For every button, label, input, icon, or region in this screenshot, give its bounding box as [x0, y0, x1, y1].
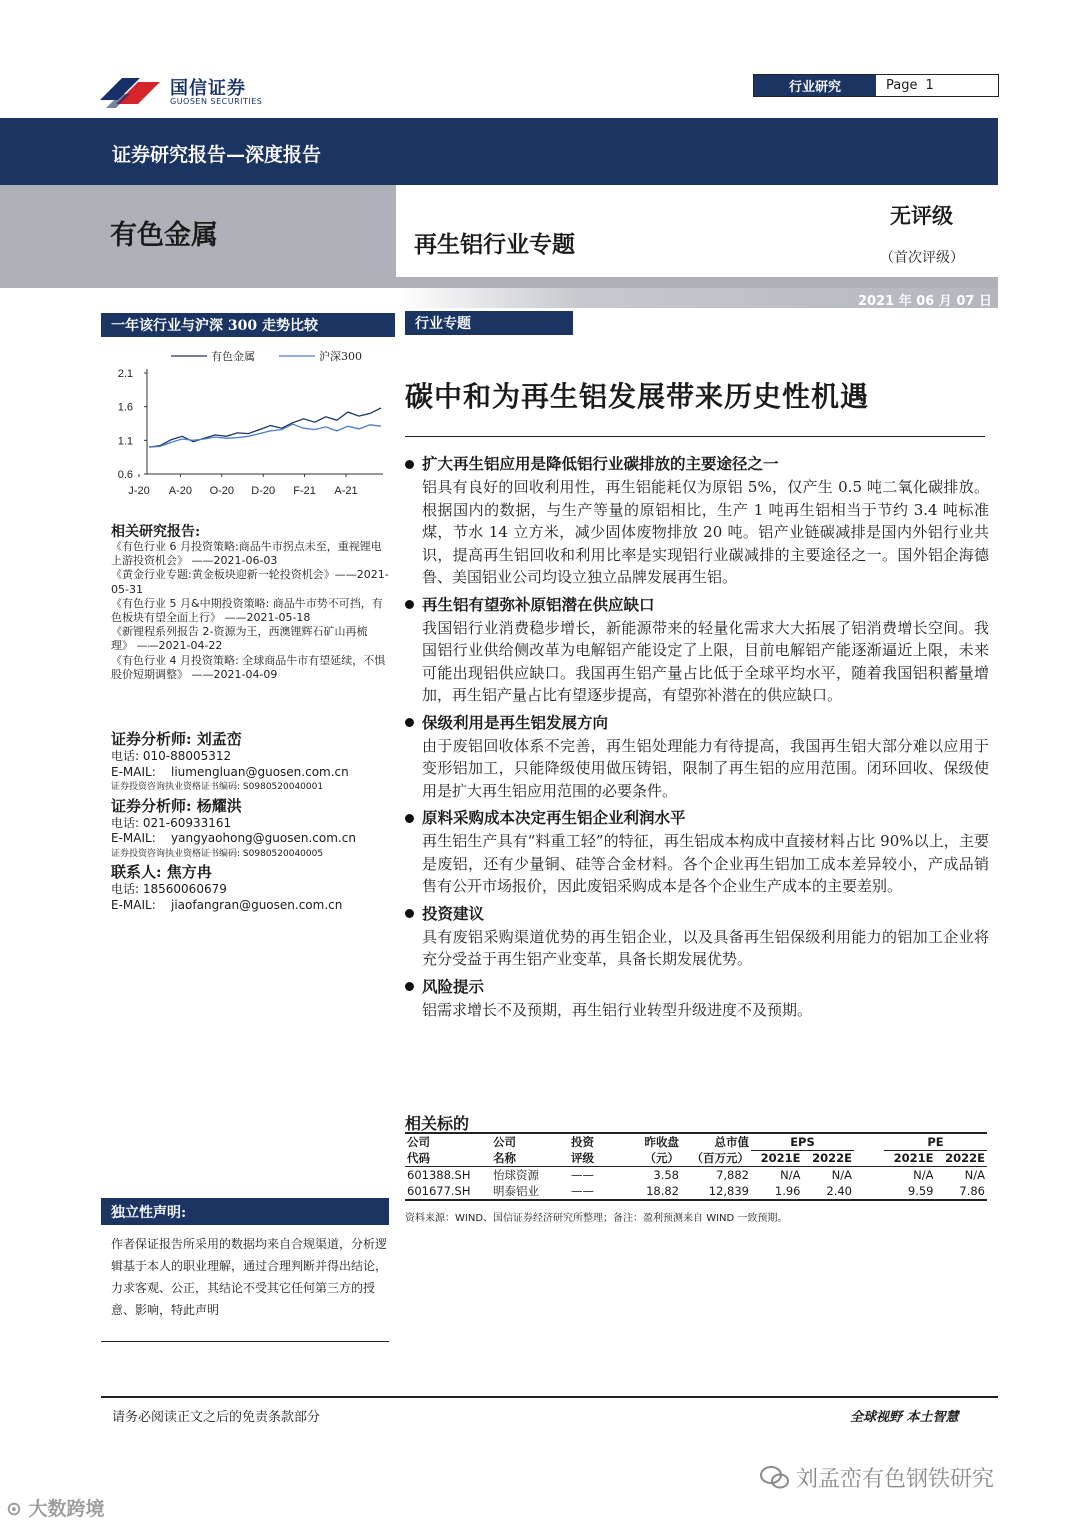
section-heading: 再生铝有望弥补原铝潜在供应缺口	[405, 593, 989, 617]
table-row: 601677.SH 明泰铝业 —— 18.82 12,839 1.96 2.40 9.59 7.86	[407, 1184, 985, 1198]
x-tick-label: A-21	[334, 485, 358, 497]
topic-title: 再生铝行业专题	[414, 231, 575, 258]
contact-name: 焦方冉	[166, 863, 212, 881]
analyst-block	[111, 729, 396, 913]
targets-title: 相关标的	[405, 1114, 470, 1133]
bullet-icon	[405, 460, 414, 469]
bullet-icon	[405, 909, 414, 918]
chart-section-title: 一年该行业与沪深 300 走势比较	[101, 313, 395, 337]
x-tick-label: F-21	[293, 485, 316, 497]
table-source-note: 资料来源：WIND、国信证券经济研究所整理；备注：盈利预测来自 WIND 一致预期。	[405, 1213, 788, 1224]
independence-text: 作者保证报告所采用的数据均来自合规渠道，分析逻辑基于本人的职业理解，通过合理判断并得出结论，力求客观、公正，其结论不受其它任何第三方的授意、影响，特此声明	[111, 1237, 388, 1317]
related-reports-title: 相关研究报告:	[111, 524, 201, 540]
divider	[405, 436, 985, 437]
disclaimer-notice: 请务必阅读正文之后的免责条款部分	[112, 1410, 321, 1425]
analyst-email: E-MAIL: liumengluan@guosen.com.cn	[111, 764, 349, 779]
bullet-icon	[405, 814, 414, 823]
guosen-logo-icon	[100, 72, 162, 112]
report-date: 2021 年 06 月 07 日	[858, 294, 992, 309]
independence-title: 独立性声明:	[101, 1198, 389, 1225]
analyst-name-line: 证券分析师: 刘孟峦	[111, 730, 242, 748]
analyst-name: 刘孟峦	[196, 730, 242, 748]
page-indicator	[753, 74, 999, 97]
page-label: Page	[886, 78, 918, 93]
bullet-icon	[405, 718, 414, 727]
related-report-item[interactable]: 《新锂程系列报告 2-资源为王，西澳锂辉石矿山再梳理》 ——2021-04-22	[111, 625, 368, 653]
logo-subtext: GUOSEN SECURITIES	[170, 97, 263, 106]
related-reports-list	[111, 540, 389, 682]
related-report-item[interactable]: 《有色行业 5 月&中期投资策略: 商品牛市势不可挡，有色板块有望全面上行》 ——2021-05-18	[111, 596, 383, 625]
x-tick-label: A-20	[168, 485, 193, 497]
legend-label: 有色金属	[211, 350, 255, 363]
x-tick-label: O-20	[209, 485, 235, 497]
section-paragraph: 我国铝行业消费稳步增长，新能源带来的轻量化需求大大拓展了铝消费增长空间。我国铝行业供给侧改革为电解铝产能设定了上限，目前电解铝产能逐渐逼近上限，未来可能出现铝供应缺口。我国再生铝产量占比低于全球平均水平，随着我国铝积蓄量增加，再生铝产量占比有望逐步提高，有望弥补潜在的供应缺口。	[422, 618, 989, 704]
table-row: 601388.SH 怡球资源 —— 3.58 7,882 N/A N/A N/A N/A	[407, 1168, 985, 1182]
analyst-email: E-MAIL: yangyaohong@guosen.com.cn	[111, 831, 356, 845]
table-header-row: 代码 名称 评级 （元） （百万元） 2021E 2022E 2021E 2022E	[407, 1151, 985, 1166]
report-body	[405, 452, 989, 1025]
section-paragraph: 具有废铝采购渠道优势的再生铝企业，以及具备再生铝保级利用能力的铝加工企业将充分受益于再生铝产业变革，具备长期发展优势。	[422, 927, 989, 968]
analyst-phone: 电话: 021-60933161	[111, 815, 232, 830]
analyst-cert: 证券投资咨询执业资格证书编码: S0980520040005	[111, 848, 324, 859]
x-tick-label: D-20	[251, 485, 276, 497]
sector-title: 有色金属	[110, 220, 218, 251]
footer-divider	[101, 1396, 998, 1398]
table-header-row: 公司 公司 投资 昨收盘 总市值 EPS PE	[405, 1133, 987, 1150]
analyst-phone: 电话: 010-88005312	[111, 749, 232, 763]
watermark-text: 刘孟峦有色钢铁研究	[796, 1467, 995, 1492]
x-tick-label: J-20	[128, 485, 150, 497]
related-report-item[interactable]: 《有色行业 4 月投资策略: 全球商品牛市有望延续，不惧股价短期调整》 ——2021-04-09	[111, 653, 386, 681]
y-tick-label: 2.1	[117, 368, 133, 380]
rating-note: （首次评级）	[880, 250, 964, 266]
contact-name-line: 联系人: 焦方冉	[111, 863, 212, 881]
sector-banner	[0, 185, 396, 288]
targets-table	[405, 1132, 987, 1201]
contact-phone: 电话: 18560060679	[111, 882, 227, 896]
y-tick-label: 1.6	[117, 401, 133, 414]
section-heading: 扩大再生铝应用是降低铝行业碳排放的主要途径之一	[405, 452, 989, 476]
slogan: 全球视野 本土智慧	[850, 1410, 959, 1425]
category-label: 行业研究	[754, 75, 876, 96]
report-tag: 行业专题	[405, 311, 573, 335]
bullet-icon	[405, 600, 414, 609]
logo-text: 国信证券	[170, 78, 246, 99]
legend-label: 沪深300	[319, 350, 362, 363]
watermark	[760, 1462, 994, 1493]
y-tick-label: 0.6	[117, 469, 133, 481]
analyst-name: 杨耀洪	[196, 796, 242, 815]
wechat-icon	[760, 1465, 790, 1491]
report-type: 证券研究报告—深度报告	[112, 144, 322, 166]
analyst-cert: 证券投资咨询执业资格证书编码: S0980520040001	[111, 782, 324, 792]
bullet-icon	[405, 982, 414, 991]
report-type-banner	[0, 118, 998, 185]
section-paragraph: 再生铝生产具有“料重工轻”的特征，再生铝成本构成中直接材料占比 90%以上，主要是废铝，还有少量铜、硅等合金材料。各个企业再生铝加工成本差异较小，产成品销售有公开市场报价，因此废铝采购成本是各个企业生产成本的主要差别。	[422, 832, 989, 895]
related-report-item[interactable]: 《有色行业 6 月投资策略:商品牛市拐点未至，重视锂电上游投资机会》 ——2021-06-03	[111, 540, 382, 568]
watermark-left: ⊙ 大数跨境	[6, 1498, 105, 1520]
section-heading: 风险提示	[405, 975, 989, 999]
main-title: 碳中和为再生铝发展带来历史性机遇	[405, 380, 870, 413]
section-heading: 原料采购成本决定再生铝企业利润水平	[405, 806, 989, 830]
section-heading: 保级利用是再生铝发展方向	[405, 711, 989, 735]
contact-email: E-MAIL: jiaofangran@guosen.com.cn	[111, 897, 343, 912]
divider	[101, 1341, 389, 1342]
related-report-item[interactable]: 《黄金行业专题:黄金板块迎新一轮投资机会》——2021-05-31	[111, 568, 389, 596]
rating: 无评级	[890, 203, 953, 228]
section-paragraph: 铝具有良好的回收利用性，再生铝能耗仅为原铝 5%，仅产生 0.5 吨二氧化碳排放。根据国内的数据，与生产等量的原铝相比，生产 1 吨再生铝相当于节约 3.4 吨标准煤，节水 14 立方米，减少固体废物排放 20 吨。铝产业链碳减排是国内外铝行业共识，提高再生铝回收和利用比率是实现铝行业碳减排的主要途径之一。国外铝企海德鲁、美国铝业公司均设立独立品牌发展再生铝。	[422, 478, 989, 586]
y-tick-label: 1.1	[117, 435, 133, 448]
watermark-logo-icon: ⊙	[6, 1498, 22, 1520]
date-bar	[396, 288, 998, 308]
banner-strip	[396, 277, 998, 288]
page-number: 1	[925, 78, 934, 93]
section-paragraph: 由于废铝回收体系不完善，再生铝处理能力有待提高，我国再生铝大部分难以应用于变形铝加工，只能降级使用做压铸铝，限制了再生铝的应用范围。闭环回收、保级使用是扩大再生铝应用范围的必要条件。	[422, 736, 989, 800]
analyst-name-line: 证券分析师: 杨耀洪	[111, 796, 242, 815]
performance-chart	[101, 343, 395, 503]
section-paragraph: 铝需求增长不及预期，再生铝行业转型升级进度不及预期。	[422, 1000, 813, 1019]
section-heading: 投资建议	[405, 902, 989, 926]
